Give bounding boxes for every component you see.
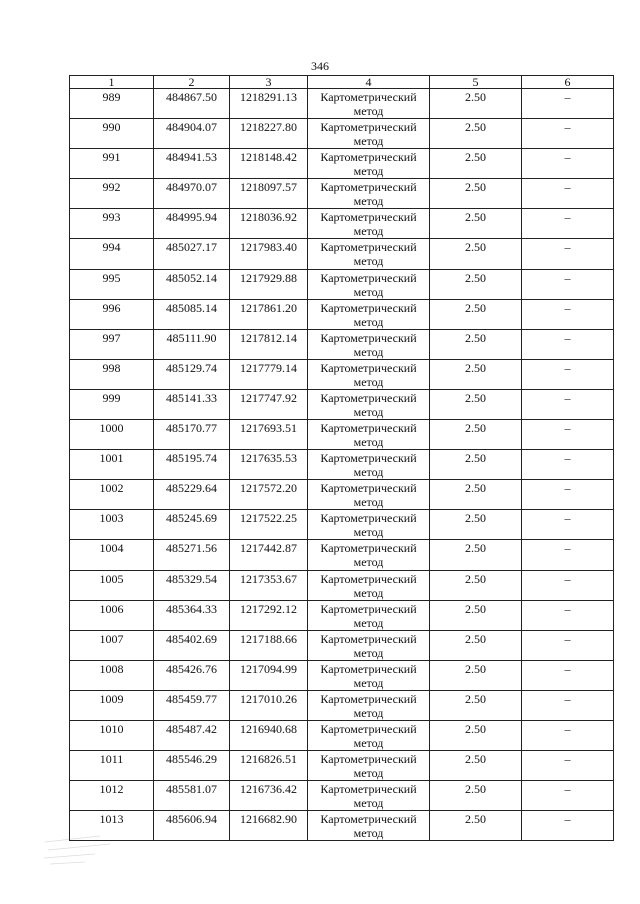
coord-y: 1217292.12 [230, 600, 308, 630]
method-cell [308, 149, 430, 179]
coord-x: 484904.07 [154, 119, 230, 149]
method-line-1: Картометрический [320, 390, 417, 405]
note-dash: – [522, 510, 614, 540]
note-dash: – [522, 690, 614, 720]
method-cell [308, 781, 430, 811]
accuracy-value: 2.50 [430, 239, 522, 269]
coord-x: 484867.50 [154, 89, 230, 119]
point-number: 1006 [70, 600, 154, 630]
point-number: 1009 [70, 690, 154, 720]
note-dash: – [522, 119, 614, 149]
point-number: 997 [70, 329, 154, 359]
accuracy-value: 2.50 [430, 389, 522, 419]
coord-x: 485229.64 [154, 480, 230, 510]
point-number: 1001 [70, 450, 154, 480]
table-row [70, 179, 614, 209]
method-line-2: метод [353, 344, 384, 359]
table-row [70, 690, 614, 720]
method-line-2: метод [353, 735, 384, 750]
coord-y: 1218227.80 [230, 119, 308, 149]
faded-stamp-mark [40, 830, 130, 870]
note-dash: – [522, 209, 614, 239]
point-number: 989 [70, 89, 154, 119]
accuracy-value: 2.50 [430, 450, 522, 480]
note-dash: – [522, 420, 614, 450]
header-col-6: 6 [522, 76, 614, 89]
method-cell [308, 510, 430, 540]
table-row [70, 480, 614, 510]
coord-x: 485085.14 [154, 299, 230, 329]
method-line-1: Картометрический [320, 481, 417, 496]
method-line-2: метод [353, 766, 384, 781]
coord-y: 1217010.26 [230, 690, 308, 720]
table-row [70, 570, 614, 600]
table-row [70, 359, 614, 389]
accuracy-value: 2.50 [430, 149, 522, 179]
table-body [70, 89, 614, 841]
method-line-2: метод [353, 104, 384, 118]
accuracy-value: 2.50 [430, 89, 522, 119]
table-row [70, 720, 614, 750]
table-row [70, 239, 614, 269]
method-cell [308, 450, 430, 480]
table-row [70, 540, 614, 570]
coord-x: 485195.74 [154, 450, 230, 480]
table-row [70, 329, 614, 359]
method-cell [308, 359, 430, 389]
coord-y: 1216736.42 [230, 781, 308, 811]
note-dash: – [522, 781, 614, 811]
method-line-2: метод [353, 284, 384, 299]
point-number: 1011 [70, 751, 154, 781]
method-cell [308, 660, 430, 690]
point-number: 992 [70, 179, 154, 209]
method-cell [308, 179, 430, 209]
note-dash: – [522, 239, 614, 269]
table-row [70, 450, 614, 480]
coord-x: 485141.33 [154, 389, 230, 419]
coord-x: 485170.77 [154, 420, 230, 450]
note-dash: – [522, 149, 614, 179]
method-line-2: метод [353, 404, 384, 419]
coordinates-table [69, 75, 614, 841]
coord-y: 1217929.88 [230, 269, 308, 299]
coord-x: 485111.90 [154, 329, 230, 359]
coord-x: 485402.69 [154, 630, 230, 660]
table-row [70, 89, 614, 119]
method-line-2: метод [353, 134, 384, 149]
method-line-2: метод [353, 525, 384, 540]
table-row [70, 149, 614, 179]
coord-y: 1217861.20 [230, 299, 308, 329]
coord-y: 1216826.51 [230, 751, 308, 781]
accuracy-value: 2.50 [430, 179, 522, 209]
table-row [70, 630, 614, 660]
point-number: 994 [70, 239, 154, 269]
accuracy-value: 2.50 [430, 630, 522, 660]
point-number: 998 [70, 359, 154, 389]
accuracy-value: 2.50 [430, 269, 522, 299]
table-row [70, 600, 614, 630]
point-number: 1000 [70, 420, 154, 450]
method-line-2: метод [353, 224, 384, 239]
method-line-2: метод [353, 194, 384, 209]
method-line-1: Картометрический [320, 421, 417, 436]
method-line-1: Картометрический [320, 330, 417, 345]
table-row [70, 781, 614, 811]
note-dash: – [522, 660, 614, 690]
accuracy-value: 2.50 [430, 480, 522, 510]
method-line-2: метод [353, 374, 384, 389]
method-line-1: Картометрический [320, 541, 417, 556]
coord-y: 1217353.67 [230, 570, 308, 600]
method-cell [308, 269, 430, 299]
method-line-1: Картометрический [320, 721, 417, 736]
method-line-1: Картометрический [320, 120, 417, 135]
method-line-2: метод [353, 645, 384, 660]
point-number: 990 [70, 119, 154, 149]
coord-y: 1218097.57 [230, 179, 308, 209]
point-number: 1007 [70, 630, 154, 660]
table-row [70, 209, 614, 239]
note-dash: – [522, 600, 614, 630]
accuracy-value: 2.50 [430, 660, 522, 690]
method-line-1: Картометрический [320, 631, 417, 646]
method-cell [308, 811, 430, 841]
method-line-1: Картометрический [320, 150, 417, 165]
method-line-1: Картометрический [320, 601, 417, 616]
method-cell [308, 751, 430, 781]
point-number: 1004 [70, 540, 154, 570]
accuracy-value: 2.50 [430, 781, 522, 811]
table-row [70, 660, 614, 690]
note-dash: – [522, 570, 614, 600]
header-col-4: 4 [308, 76, 430, 89]
method-cell [308, 720, 430, 750]
coord-y: 1216682.90 [230, 811, 308, 841]
method-line-2: метод [353, 465, 384, 480]
note-dash: – [522, 89, 614, 119]
method-cell [308, 690, 430, 720]
method-line-1: Картометрический [320, 812, 417, 827]
method-cell [308, 329, 430, 359]
coord-x: 484941.53 [154, 149, 230, 179]
point-number: 991 [70, 149, 154, 179]
table-row [70, 510, 614, 540]
method-cell [308, 600, 430, 630]
method-cell [308, 239, 430, 269]
method-cell [308, 570, 430, 600]
method-line-2: метод [353, 555, 384, 570]
method-line-2: метод [353, 495, 384, 510]
method-line-2: метод [353, 164, 384, 179]
coord-y: 1217747.92 [230, 389, 308, 419]
header-col-5: 5 [430, 76, 522, 89]
accuracy-value: 2.50 [430, 119, 522, 149]
coord-y: 1217983.40 [230, 239, 308, 269]
coord-x: 485329.54 [154, 570, 230, 600]
coord-x: 485364.33 [154, 600, 230, 630]
method-line-1: Картометрический [320, 90, 417, 104]
point-number: 1002 [70, 480, 154, 510]
header-col-3: 3 [230, 76, 308, 89]
method-line-2: метод [353, 615, 384, 630]
page-number: 346 [311, 59, 329, 73]
coord-x: 485129.74 [154, 359, 230, 389]
method-cell [308, 420, 430, 450]
coord-y: 1218148.42 [230, 149, 308, 179]
method-line-2: метод [353, 675, 384, 690]
point-number: 993 [70, 209, 154, 239]
point-number: 995 [70, 269, 154, 299]
coord-y: 1218291.13 [230, 89, 308, 119]
coord-y: 1216940.68 [230, 720, 308, 750]
coord-x: 485052.14 [154, 269, 230, 299]
method-cell [308, 630, 430, 660]
point-number: 999 [70, 389, 154, 419]
accuracy-value: 2.50 [430, 359, 522, 389]
note-dash: – [522, 540, 614, 570]
note-dash: – [522, 630, 614, 660]
coord-y: 1217635.53 [230, 450, 308, 480]
note-dash: – [522, 720, 614, 750]
coord-y: 1218036.92 [230, 209, 308, 239]
point-number: 1012 [70, 781, 154, 811]
method-line-1: Картометрический [320, 451, 417, 466]
coord-x: 485487.42 [154, 720, 230, 750]
coord-y: 1217812.14 [230, 329, 308, 359]
note-dash: – [522, 329, 614, 359]
method-line-1: Картометрический [320, 511, 417, 526]
table-header-row [70, 76, 614, 89]
point-number: 996 [70, 299, 154, 329]
method-cell [308, 540, 430, 570]
table-row [70, 389, 614, 419]
accuracy-value: 2.50 [430, 329, 522, 359]
table-row [70, 751, 614, 781]
note-dash: – [522, 811, 614, 841]
note-dash: – [522, 179, 614, 209]
accuracy-value: 2.50 [430, 540, 522, 570]
table-row [70, 119, 614, 149]
accuracy-value: 2.50 [430, 510, 522, 540]
coord-x: 485271.56 [154, 540, 230, 570]
coord-y: 1217094.99 [230, 660, 308, 690]
method-line-2: метод [353, 705, 384, 720]
method-line-2: метод [353, 254, 384, 269]
coord-y: 1217188.66 [230, 630, 308, 660]
accuracy-value: 2.50 [430, 751, 522, 781]
method-line-1: Картометрический [320, 571, 417, 586]
coord-x: 484995.94 [154, 209, 230, 239]
accuracy-value: 2.50 [430, 720, 522, 750]
point-number: 1010 [70, 720, 154, 750]
coord-x: 485426.76 [154, 660, 230, 690]
table-row [70, 811, 614, 841]
point-number: 1008 [70, 660, 154, 690]
note-dash: – [522, 389, 614, 419]
note-dash: – [522, 269, 614, 299]
accuracy-value: 2.50 [430, 570, 522, 600]
method-line-1: Картометрический [320, 661, 417, 676]
note-dash: – [522, 480, 614, 510]
note-dash: – [522, 359, 614, 389]
method-line-1: Картометрический [320, 691, 417, 706]
method-line-1: Картометрический [320, 752, 417, 767]
note-dash: – [522, 751, 614, 781]
coord-x: 485459.77 [154, 690, 230, 720]
method-line-1: Картометрический [320, 180, 417, 195]
method-cell [308, 89, 430, 119]
method-line-2: метод [353, 435, 384, 450]
header-col-1: 1 [70, 76, 154, 89]
header-col-2: 2 [154, 76, 230, 89]
accuracy-value: 2.50 [430, 811, 522, 841]
table-row [70, 299, 614, 329]
method-cell [308, 209, 430, 239]
method-line-1: Картометрический [320, 360, 417, 375]
coord-x: 485027.17 [154, 239, 230, 269]
method-line-1: Картометрический [320, 270, 417, 285]
accuracy-value: 2.50 [430, 299, 522, 329]
coord-y: 1217522.25 [230, 510, 308, 540]
table-row [70, 269, 614, 299]
method-cell [308, 389, 430, 419]
accuracy-value: 2.50 [430, 420, 522, 450]
coord-y: 1217693.51 [230, 420, 308, 450]
method-line-1: Картометрический [320, 210, 417, 225]
method-line-1: Картометрический [320, 782, 417, 797]
coord-x: 485245.69 [154, 510, 230, 540]
method-line-2: метод [353, 585, 384, 600]
note-dash: – [522, 450, 614, 480]
coord-x: 485546.29 [154, 751, 230, 781]
point-number: 1003 [70, 510, 154, 540]
coord-y: 1217779.14 [230, 359, 308, 389]
coord-x: 485581.07 [154, 781, 230, 811]
method-cell [308, 119, 430, 149]
point-number: 1013 [70, 811, 154, 841]
method-line-2: метод [353, 796, 384, 811]
accuracy-value: 2.50 [430, 690, 522, 720]
accuracy-value: 2.50 [430, 209, 522, 239]
note-dash: – [522, 299, 614, 329]
method-line-1: Картометрический [320, 300, 417, 315]
table-row [70, 420, 614, 450]
method-cell [308, 480, 430, 510]
coord-x: 485606.94 [154, 811, 230, 841]
method-line-1: Картометрический [320, 240, 417, 255]
coord-y: 1217572.20 [230, 480, 308, 510]
coord-x: 484970.07 [154, 179, 230, 209]
method-line-2: метод [353, 314, 384, 329]
point-number: 1005 [70, 570, 154, 600]
coord-y: 1217442.87 [230, 540, 308, 570]
method-cell [308, 299, 430, 329]
method-line-2: метод [353, 826, 384, 841]
accuracy-value: 2.50 [430, 600, 522, 630]
